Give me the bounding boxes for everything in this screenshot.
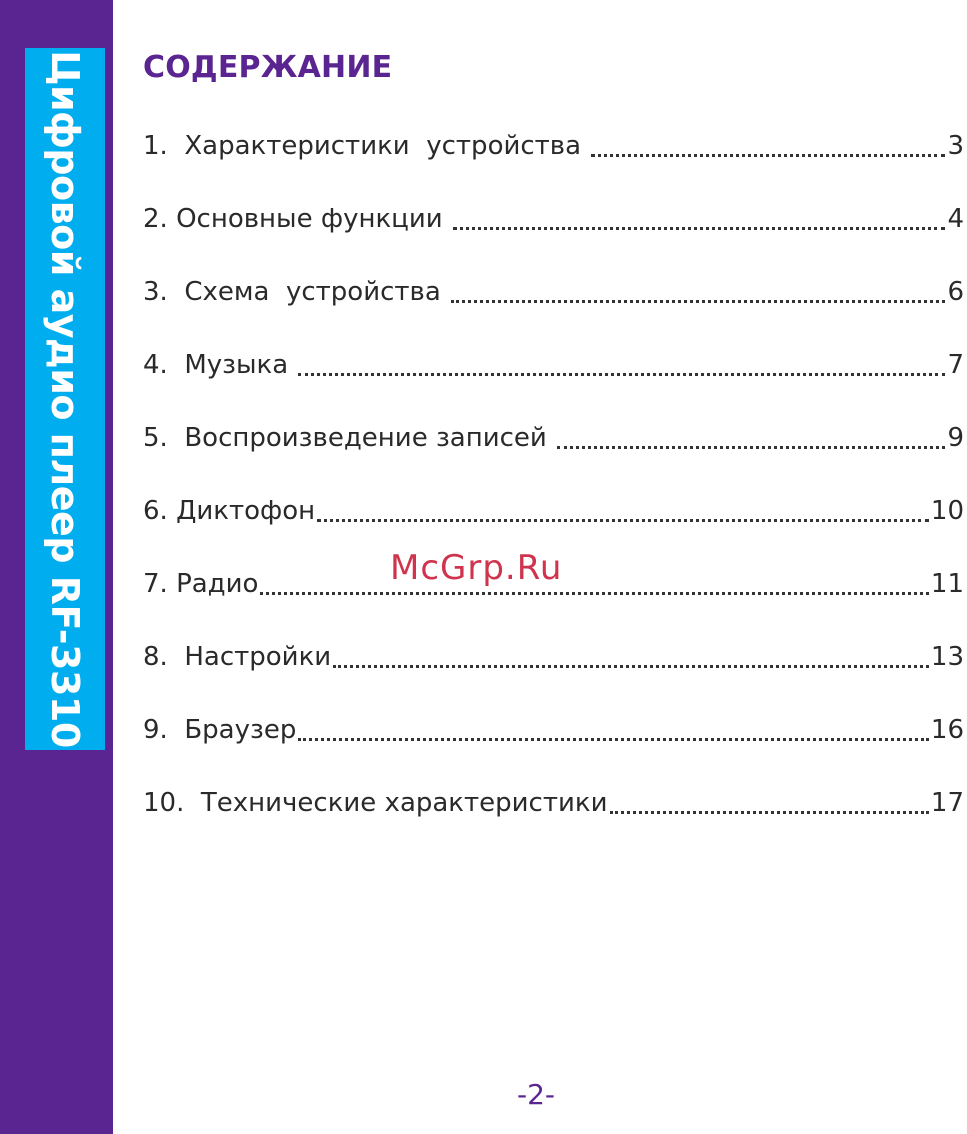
toc-item-label: 5. Воспроизведение записей xyxy=(143,423,556,453)
toc-item-6[interactable] xyxy=(143,489,964,533)
toc-item-label: 6. Диктофон xyxy=(143,496,316,526)
toc-dot-leader xyxy=(333,665,929,668)
toc-dot-leader xyxy=(317,519,929,522)
toc-item-page: 13 xyxy=(930,642,964,672)
toc-item-page: 16 xyxy=(930,715,964,745)
toc-item-page: 11 xyxy=(930,569,964,599)
toc-item-page: 10 xyxy=(930,496,964,526)
toc-item-1[interactable] xyxy=(143,124,964,168)
toc-item-4[interactable] xyxy=(143,343,964,387)
toc-item-page: 7 xyxy=(947,350,964,380)
toc-dot-leader xyxy=(610,811,929,814)
toc-item-2[interactable] xyxy=(143,197,964,241)
toc-item-10[interactable] xyxy=(143,781,964,825)
toc-item-page: 3 xyxy=(947,131,964,161)
toc-item-9[interactable] xyxy=(143,708,964,752)
toc-dot-leader xyxy=(260,592,928,595)
toc-item-page: 17 xyxy=(930,788,964,818)
toc-item-label: 1. Характеристики устройства xyxy=(143,131,590,161)
toc-dot-leader xyxy=(557,446,945,449)
toc-dot-leader xyxy=(591,154,945,157)
toc-item-label: 8. Настройки xyxy=(143,642,332,672)
toc-dot-leader xyxy=(451,300,945,303)
toc-item-8[interactable] xyxy=(143,635,964,679)
toc-item-page: 6 xyxy=(947,277,964,307)
sidebar xyxy=(0,0,113,1134)
toc-item-label: 9. Браузер xyxy=(143,715,297,745)
toc-item-label: 7. Радио xyxy=(143,569,259,599)
toc-item-label: 4. Музыка xyxy=(143,350,297,380)
watermark: McGrp.Ru xyxy=(390,548,563,588)
page-title: СОДЕРЖАНИЕ xyxy=(143,50,393,85)
toc-item-3[interactable] xyxy=(143,270,964,314)
toc-dot-leader xyxy=(298,373,945,376)
toc-item-page: 4 xyxy=(947,204,964,234)
page-number: -2- xyxy=(516,1078,556,1111)
toc-item-page: 9 xyxy=(947,423,964,453)
toc-dot-leader xyxy=(453,227,946,230)
sidebar-title: Цифровой аудио плеер RF-3310 xyxy=(43,50,87,748)
toc-item-label: 10. Технические характеристики xyxy=(143,788,608,818)
toc-item-5[interactable] xyxy=(143,416,964,460)
toc-item-label: 2. Основные функции xyxy=(143,204,451,234)
toc-dot-leader xyxy=(298,738,929,741)
toc-item-label: 3. Схема устройства xyxy=(143,277,450,307)
